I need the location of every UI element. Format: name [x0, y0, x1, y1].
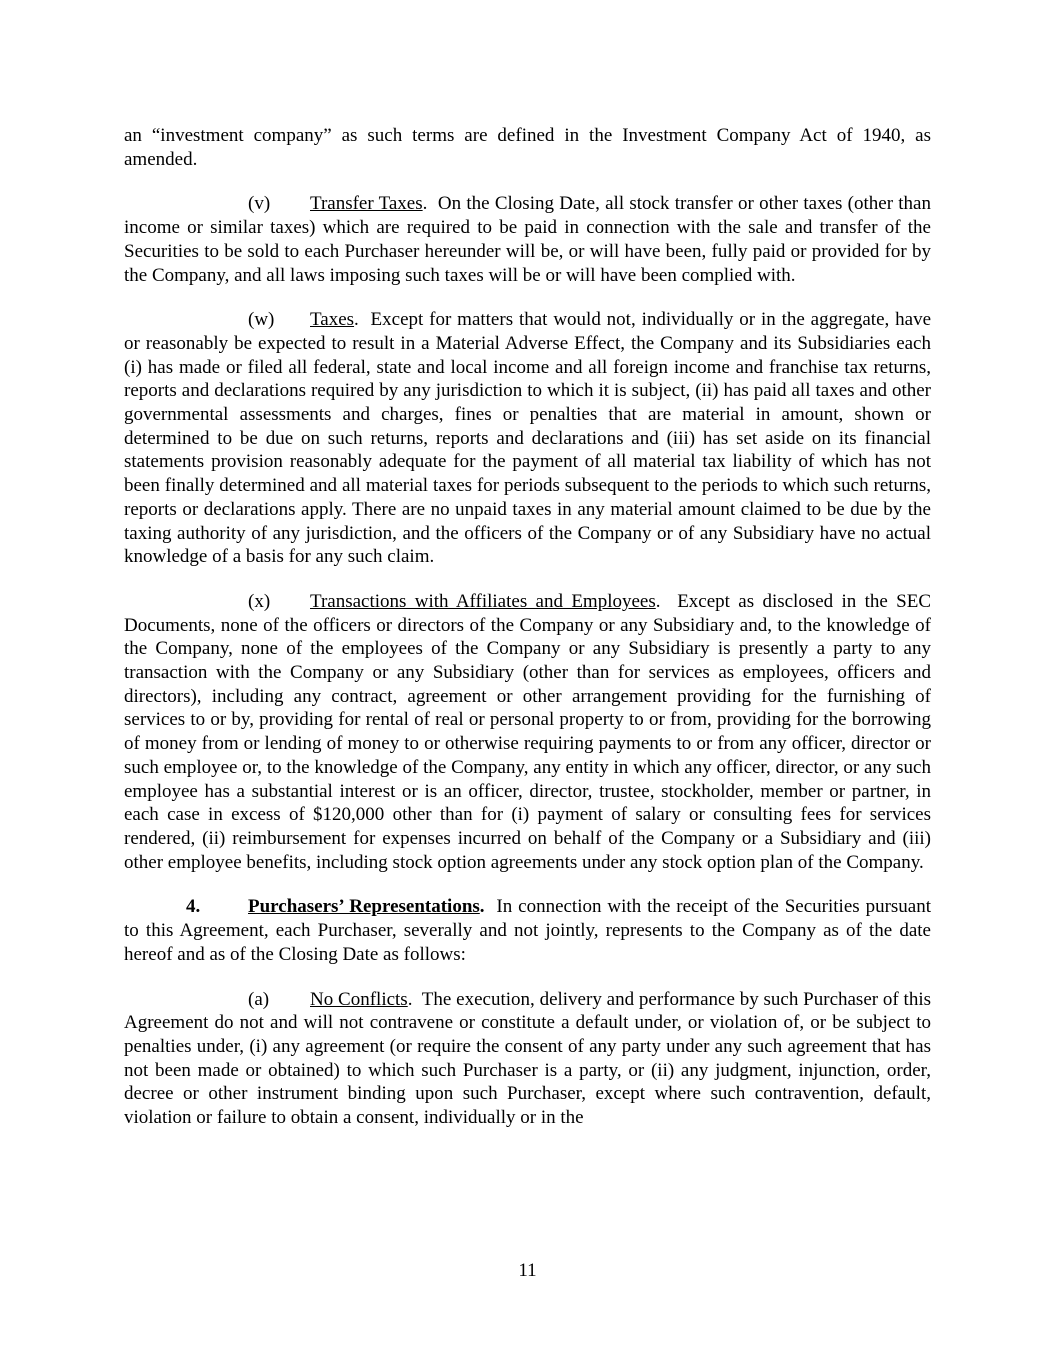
paragraph-number: (w)	[248, 309, 275, 331]
paragraph-heading: Transfer Taxes	[310, 193, 423, 215]
continuation-text: an “investment company” as such terms are defined in the Investment Company Act of 1940, as amended.	[124, 125, 931, 170]
heading-period: .	[422, 193, 428, 215]
paragraph-x-transactions-with-affiliates	[124, 590, 931, 874]
paragraph-number: (v)	[248, 193, 271, 215]
paragraph-heading: Taxes	[310, 309, 355, 331]
paragraph-text: Except as disclosed in the SEC Documents, none of the officers or directors of the Company or any Subsidiary and, to the knowledge of the Company, none of the employees of the Company or any Subsidiary is presently a party to any transaction with the Company or any Subsidiary (other than for services as employees, officers and directors), including any contract, agreement or other arrangement providing for the furnishing of services to or by, providing for rental of real or personal property to or from, providing for the borrowing of money from or lending of money to or otherwise requiring payments to or from any officer, director or such employee or, to the knowledge of the Company, any entity in which any officer, director, or any such employee has a substantial interest or is an officer, director, trustee, stockholder, member or partner, in each case in excess of $120,000 other than for (i) payment of salary or consulting fees for services rendered, (ii) reimbursement for expenses incurred on behalf of the Company or a Subsidiary and (iii) other employee benefits, including stock option agreements under any stock option plan of the Company.	[124, 590, 932, 873]
section-number: 4.	[186, 896, 201, 918]
paragraph-text: On the Closing Date, all stock transfer or other taxes (other than income or similar taxes) which are required to be paid in connection with the sale and transfer of the Securities to be sold to each Purchaser hereunder will be, or will have been, fully paid or provided for by the Company, and all laws imposing such taxes will be or will have been complied with.	[124, 193, 931, 286]
section-heading: Purchasers’ Representations	[248, 896, 480, 918]
heading-period: .	[354, 309, 359, 331]
document-body	[124, 124, 931, 1151]
section-4-purchasers-representations	[124, 895, 931, 966]
paragraph-w-taxes	[124, 308, 931, 569]
heading-period: .	[407, 988, 413, 1010]
page-number: 11	[518, 1260, 537, 1281]
continuation-paragraph	[124, 124, 931, 171]
paragraph-heading: Transactions with Affiliates and Employees	[310, 590, 656, 612]
paragraph-heading: No Conflicts	[310, 988, 408, 1010]
paragraph-text: Except for matters that would not, individually or in the aggregate, have or reasonably be expected to result in a Material Adverse Effect, the Company and its Subsidiaries each (i) has made or filed all federal, state and local income and all foreign income and franchise tax returns, reports and declarations required by any jurisdiction to which it is subject, (ii) has paid all taxes and other governmental assessments and charges, fines or penalties that are material in amount, shown or determined to be due on such returns, reports and declarations and (iii) has set aside on its financial statements provision reasonably adequate for the payment of all material tax liability of which has not been finally determined and all material taxes for periods subsequent to the periods to which such returns, reports or declarations apply. There are no unpaid taxes in any material amount claimed to be due by the taxing authority of any jurisdiction, and the officers of the Company or of any Subsidiary have no actual knowledge of a basis for any such claim.	[124, 309, 931, 568]
section-text: In connection with the receipt of the Securities pursuant to this Agreement, each Purchaser, severally and not jointly, represents to the Company as of the date hereof and as of the Closing Date as follows:	[124, 896, 931, 965]
paragraph-text: The execution, delivery and performance by such Purchaser of this Agreement do not and will not contravene or constitute a default under, or violation of, or be subject to penalties under, (i) any agreement (or require the consent of any party under any such agreement that has not been made or obtained) to which such Purchaser is a party, or (ii) any judgment, injunction, order, decree or other instrument binding upon such Purchaser, except where such contravention, default, violation or failure to obtain a consent, individually or in the	[124, 988, 932, 1129]
paragraph-a-no-conflicts	[124, 988, 931, 1130]
paragraph-number: (a)	[248, 988, 270, 1010]
heading-period: .	[655, 590, 661, 612]
paragraph-number: (x)	[248, 590, 271, 612]
heading-period: .	[479, 896, 485, 918]
paragraph-v-transfer-taxes	[124, 192, 931, 287]
